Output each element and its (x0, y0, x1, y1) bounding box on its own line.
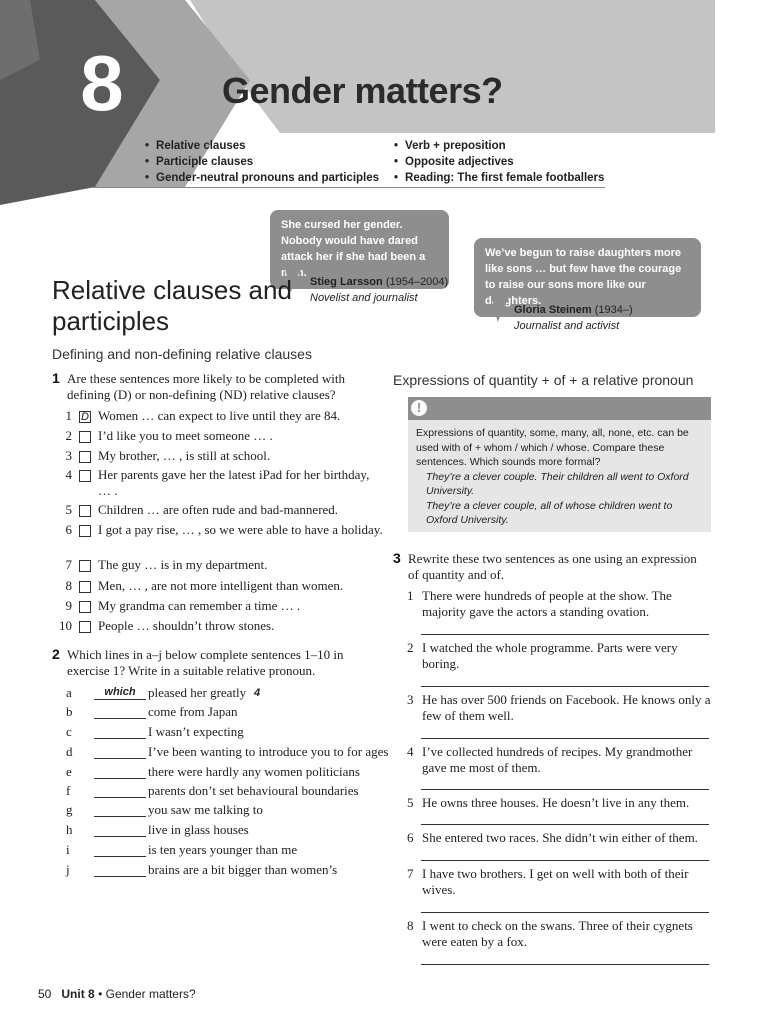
quote-bubble: We’ve begun to raise daughters more like sons … but few have the courage to raise our sons more like our daughters. (474, 238, 701, 317)
item-number: 4 (65, 467, 72, 482)
item-text: There were hundreds of people at the show. The majority gave the actors a standing ovation. (422, 588, 672, 619)
item-text: I’ve collected hundreds of recipes. My grandmother gave me most of them. (422, 744, 693, 775)
item-number: 5 (65, 502, 72, 517)
answer-line[interactable] (421, 789, 709, 790)
answer-blank[interactable] (94, 863, 146, 877)
item-number: 2 (407, 640, 414, 655)
topic-item: • Opposite adjectives (394, 154, 604, 170)
grammar-example: They’re a clever couple, all of whose children went to Oxford University. (426, 499, 673, 526)
item-text: He has over 500 friends on Facebook. He knows only a few of them well. (422, 692, 711, 723)
answer-checkbox[interactable] (79, 451, 91, 463)
item-number: 6 (407, 830, 414, 845)
item-text: People … shouldn’t throw stones. (98, 618, 275, 633)
answer-blank[interactable] (94, 803, 146, 817)
answer-line[interactable] (421, 964, 709, 965)
quote-attribution (310, 274, 448, 306)
item-letter: h (66, 822, 73, 837)
item-text: My brother, … , is still at school. (98, 448, 271, 463)
item-number: 7 (65, 557, 72, 572)
answer-line[interactable] (421, 634, 709, 635)
quote-role: Journalist and activist (514, 320, 620, 332)
item-text: I went to check on the swans. Three of their cygnets were eaten by a fox. (422, 918, 693, 949)
item-text: Children … are often rude and bad-mannered. (98, 502, 339, 517)
answer-blank[interactable] (94, 705, 146, 719)
item-text: I’d like you to meet someone … . (98, 428, 273, 443)
answer-line[interactable] (421, 912, 709, 913)
answer-checkbox[interactable] (79, 621, 91, 633)
exercise-instruction: Which lines in a–j below complete sentences 1–10 in exercise 1? Write in a suitable relative pronoun. (67, 647, 344, 678)
quote-bubble: She cursed her gender. Nobody would have dared attack her if she had been a man. (270, 210, 449, 289)
grammar-note-text (416, 426, 706, 528)
answer-line[interactable] (421, 860, 709, 861)
item-text: I have two brothers. I get on well with both of their wives. (422, 866, 689, 897)
topics-list-left (145, 138, 379, 186)
item-letter: e (66, 764, 72, 779)
item-letter: j (66, 862, 70, 877)
unit-title: Gender matters? (222, 70, 503, 111)
answer-blank[interactable] (94, 823, 146, 837)
item-text: The guy … is in my department. (98, 557, 268, 572)
grammar-note-header (408, 397, 711, 420)
answer-checkbox[interactable] (79, 581, 91, 593)
topic-item: • Participle clauses (145, 154, 379, 170)
answer-checkbox[interactable] (79, 560, 91, 572)
item-text: pleased her greatly (148, 685, 247, 700)
topic-item: • Gender-neutral pronouns and participles (145, 170, 379, 186)
item-number: 1 (65, 408, 72, 423)
exercise-number: 3 (393, 550, 401, 566)
quote-bubble-tail (489, 296, 510, 322)
item-text: Men, … , are not more intelligent than women. (98, 578, 344, 593)
quote-role: Novelist and journalist (310, 292, 418, 304)
item-number: 9 (65, 598, 72, 613)
item-letter: a (66, 685, 72, 700)
answer-checkbox[interactable] (79, 431, 91, 443)
footer-unit: Unit 8 (61, 987, 95, 1001)
item-letter: g (66, 802, 73, 817)
item-text: I got a pay rise, … , so we were able to have a holiday. (98, 522, 383, 537)
answer-checkbox[interactable] (79, 505, 91, 517)
item-number: 3 (65, 448, 72, 463)
section-title: Relative clauses and participles (52, 275, 292, 336)
answer-blank[interactable] (94, 843, 146, 857)
item-letter: c (66, 724, 72, 739)
answer-checkbox[interactable] (79, 601, 91, 613)
item-text: you saw me talking to (148, 802, 263, 817)
unit-number: 8 (80, 39, 124, 127)
topics-divider (93, 187, 605, 188)
item-letter: d (66, 744, 73, 759)
answer-checkbox[interactable] (79, 470, 91, 482)
answer-blank[interactable] (94, 784, 146, 798)
item-number: 1 (407, 588, 414, 603)
item-text: live in glass houses (148, 822, 249, 837)
exercise-number: 2 (52, 646, 60, 662)
answer-checkbox[interactable] (79, 525, 91, 537)
quote-attribution (514, 302, 633, 334)
page-number: 50 (38, 987, 52, 1001)
item-text: parents don’t set behavioural boundaries (148, 783, 359, 798)
footer-separator: • (98, 987, 103, 1001)
exercise-number: 1 (52, 370, 60, 386)
answer-blank[interactable] (94, 725, 146, 739)
quantity-subtitle: Expressions of quantity + of + a relative pronoun (393, 372, 694, 388)
section-subtitle: Defining and non-defining relative clauses (52, 346, 312, 362)
grammar-note-line: Expressions of quantity, some, many, all, none, etc. can be used with of + whom / which / whose. Compare these sentences. Which sounds more formal? (416, 427, 689, 468)
item-match: 4 (254, 687, 261, 699)
item-number: 8 (65, 578, 72, 593)
answer-line[interactable] (421, 738, 709, 739)
item-text: come from Japan (148, 704, 238, 719)
item-text: She entered two races. She didn’t win either of them. (422, 830, 698, 845)
answer-blank[interactable] (94, 765, 146, 779)
item-letter: i (66, 842, 70, 857)
item-number: 2 (65, 428, 72, 443)
exercise-instruction: Are these sentences more likely to be completed with defining (D) or non-defining (ND) relative clauses? (67, 371, 345, 402)
answer-blank[interactable] (94, 745, 146, 759)
quote-years: (1934–) (594, 304, 633, 316)
item-number: 3 (407, 692, 414, 707)
item-number: 5 (407, 795, 414, 810)
item-text: is ten years younger than me (148, 842, 298, 857)
item-text: brains are a bit bigger than women’s (148, 862, 338, 877)
item-text: there were hardly any women politicians (148, 764, 360, 779)
topic-item: • Reading: The first female footballers (394, 170, 604, 186)
topic-item: • Verb + preposition (394, 138, 604, 154)
answer-line[interactable] (421, 686, 709, 687)
quote-years: (1954–2004) (385, 276, 449, 288)
item-text: Her parents gave her the latest iPad for her birthday, … . (98, 467, 370, 498)
item-number: 6 (65, 522, 72, 537)
topic-item: • Relative clauses (145, 138, 379, 154)
answer-checkbox[interactable] (79, 411, 91, 423)
topics-list-right (394, 138, 604, 186)
item-number: 8 (407, 918, 414, 933)
exclamation-icon: ! (411, 400, 427, 416)
item-text: My grandma can remember a time … . (98, 598, 301, 613)
item-letter: f (66, 783, 71, 798)
footer-title: Gender matters? (105, 987, 196, 1001)
item-number: 4 (407, 744, 414, 759)
item-number: 10 (59, 618, 72, 633)
quote-author: Gloria Steinem (514, 304, 592, 316)
item-number: 7 (407, 866, 414, 881)
item-text: I watched the whole programme. Parts were very boring. (422, 640, 678, 671)
item-text: I’ve been wanting to introduce you to for ages (148, 744, 389, 759)
page-footer (38, 987, 196, 1001)
checkbox-answer: D (81, 411, 89, 423)
answer-line[interactable] (421, 824, 709, 825)
quote-author: Stieg Larsson (310, 276, 383, 288)
item-text: I wasn’t expecting (148, 724, 244, 739)
grammar-example: They’re a clever couple. Their children all went to Oxford University. (426, 470, 689, 497)
item-letter: b (66, 704, 73, 719)
item-text: He owns three houses. He doesn’t live in any them. (422, 795, 690, 810)
item-text: Women … can expect to live until they are 84. (98, 408, 341, 423)
answer-blank[interactable]: which (94, 686, 146, 700)
exercise-instruction: Rewrite these two sentences as one using an expression of quantity and of. (408, 551, 697, 582)
